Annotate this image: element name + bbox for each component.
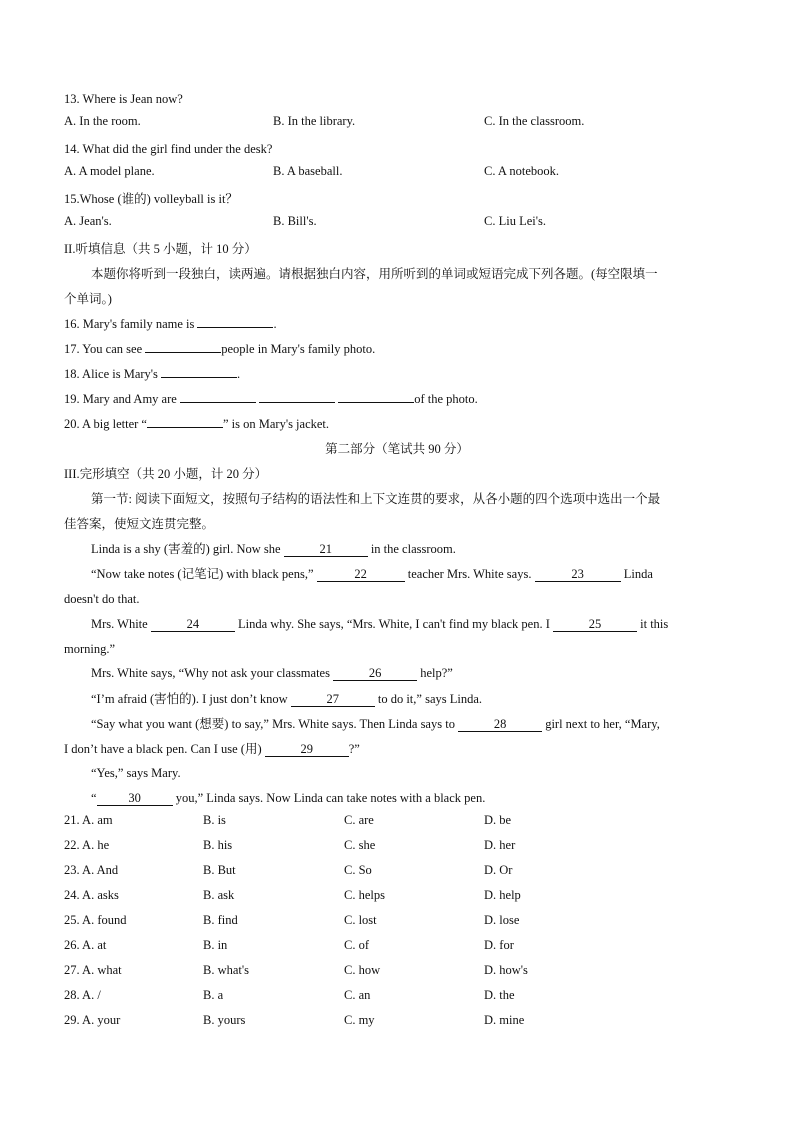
- option-c: C. lost: [344, 913, 377, 927]
- option-a: 21. A. am: [64, 813, 113, 827]
- answer-blank-19c[interactable]: [338, 402, 414, 403]
- passage-line: “I’m afraid (害怕的). I just don’t know 27 to do it,” says Linda.: [91, 692, 483, 706]
- cloze-blank-28[interactable]: 28: [458, 717, 542, 732]
- option-b: B. a: [203, 988, 224, 1002]
- option-a: 23. A. And: [64, 863, 119, 877]
- cloze-blank-25[interactable]: 25: [553, 617, 637, 632]
- option-a: 26. A. at: [64, 938, 107, 952]
- q14-option-c: C. A notebook.: [484, 164, 560, 178]
- q15-option-a: A. Jean's.: [64, 214, 112, 228]
- q14-option-a: A. A model plane.: [64, 164, 155, 178]
- passage-line: doesn't do that.: [64, 592, 140, 606]
- section-3-instructions-2: 佳答案，使短文连贯完整。: [64, 517, 215, 531]
- option-d: D. for: [484, 938, 514, 952]
- passage-line: Mrs. White 24 Linda why. She says, “Mrs. White, I can't find my black pen. I 25 it this: [91, 617, 669, 631]
- question-13: 13. Where is Jean now?: [64, 92, 183, 106]
- q13-option-c: C. In the classroom.: [484, 114, 585, 128]
- question-20: 20. A big letter “ ” is on Mary's jacket.: [64, 417, 330, 431]
- option-c: C. my: [344, 1013, 375, 1027]
- option-a: 22. A. he: [64, 838, 110, 852]
- option-c: C. of: [344, 938, 369, 952]
- answer-blank-20[interactable]: [147, 427, 223, 428]
- cloze-blank-21[interactable]: 21: [284, 542, 368, 557]
- passage-line: I don’t have a black pen. Can I use (用) 29 ?”: [64, 742, 360, 756]
- option-c: C. how: [344, 963, 381, 977]
- option-d: D. mine: [484, 1013, 525, 1027]
- option-b: B. is: [203, 813, 226, 827]
- passage-line: Mrs. White says, “Why not ask your classmates 26 help?”: [91, 666, 453, 680]
- cloze-blank-29[interactable]: 29: [265, 742, 349, 757]
- passage-line: “Yes,” says Mary.: [91, 766, 181, 780]
- passage-line: “Now take notes (记笔记) with black pens,” 22 teacher Mrs. White says. 23 Linda: [91, 567, 653, 581]
- option-d: D. her: [484, 838, 516, 852]
- part-2-title: 第二部分（笔试共 90 分）: [325, 442, 469, 456]
- section-2-title: II.听填信息（共 5 小题，计 10 分）: [64, 242, 257, 256]
- option-d: D. Or: [484, 863, 513, 877]
- section-2-instructions-2: 个单词。): [64, 292, 112, 306]
- q15-option-c: C. Liu Lei's.: [484, 214, 546, 228]
- option-c: C. an: [344, 988, 371, 1002]
- cloze-blank-27[interactable]: 27: [291, 692, 375, 707]
- option-a: 28. A. /: [64, 988, 101, 1002]
- passage-line: morning.”: [64, 642, 116, 656]
- question-19: 19. Mary and Amy are of the photo.: [64, 392, 478, 406]
- option-d: D. help: [484, 888, 521, 902]
- q13-option-a: A. In the room.: [64, 114, 141, 128]
- question-14: 14. What did the girl find under the desk?: [64, 142, 273, 156]
- q13-option-b: B. In the library.: [273, 114, 356, 128]
- question-17: 17. You can see people in Mary's family photo.: [64, 342, 376, 356]
- passage-line: “Say what you want (想要) to say,” Mrs. White says. Then Linda says to 28 girl next to her, “Mary,: [91, 717, 660, 731]
- section-2-instructions-1: 本题你将听到一段独白，读两遍。请根据独白内容，用所听到的单词或短语完成下列各题。(每空限填一: [91, 267, 658, 281]
- option-b: B. ask: [203, 888, 235, 902]
- option-a: 24. A. asks: [64, 888, 119, 902]
- answer-blank-19b[interactable]: [259, 402, 335, 403]
- passage-line: Linda is a shy (害羞的) girl. Now she 21 in the classroom.: [91, 542, 456, 556]
- q15-option-b: B. Bill's.: [273, 214, 317, 228]
- cloze-blank-23[interactable]: 23: [535, 567, 621, 582]
- option-b: B. in: [203, 938, 228, 952]
- cloze-blank-22[interactable]: 22: [317, 567, 405, 582]
- option-a: 29. A. your: [64, 1013, 121, 1027]
- option-c: C. helps: [344, 888, 385, 902]
- question-18: 18. Alice is Mary's .: [64, 367, 241, 381]
- option-b: B. yours: [203, 1013, 246, 1027]
- section-3-title: III.完形填空（共 20 小题，计 20 分）: [64, 467, 268, 481]
- answer-blank-19a[interactable]: [180, 402, 256, 403]
- answer-blank-16[interactable]: [197, 327, 273, 328]
- answer-blank-17[interactable]: [145, 352, 221, 353]
- option-d: D. be: [484, 813, 512, 827]
- option-b: B. what's: [203, 963, 250, 977]
- option-a: 27. A. what: [64, 963, 122, 977]
- option-c: C. So: [344, 863, 372, 877]
- answer-blank-18[interactable]: [161, 377, 237, 378]
- option-b: B. find: [203, 913, 238, 927]
- q14-option-b: B. A baseball.: [273, 164, 343, 178]
- option-c: C. are: [344, 813, 374, 827]
- question-16: 16. Mary's family name is .: [64, 317, 277, 331]
- cloze-blank-30[interactable]: 30: [97, 791, 173, 806]
- option-d: D. how's: [484, 963, 528, 977]
- question-15: 15.Whose (谁的) volleyball is it？: [64, 192, 238, 206]
- option-b: B. his: [203, 838, 233, 852]
- cloze-blank-24[interactable]: 24: [151, 617, 235, 632]
- option-d: D. lose: [484, 913, 520, 927]
- option-d: D. the: [484, 988, 515, 1002]
- section-3-instructions-1: 第一节: 阅读下面短文，按照句子结构的语法性和上下文连贯的要求，从各小题的四个选项中选出一个最: [91, 492, 661, 506]
- passage-line: “ 30 you,” Linda says. Now Linda can take notes with a black pen.: [91, 791, 486, 805]
- option-c: C. she: [344, 838, 376, 852]
- option-b: B. But: [203, 863, 236, 877]
- cloze-blank-26[interactable]: 26: [333, 666, 417, 681]
- option-a: 25. A. found: [64, 913, 127, 927]
